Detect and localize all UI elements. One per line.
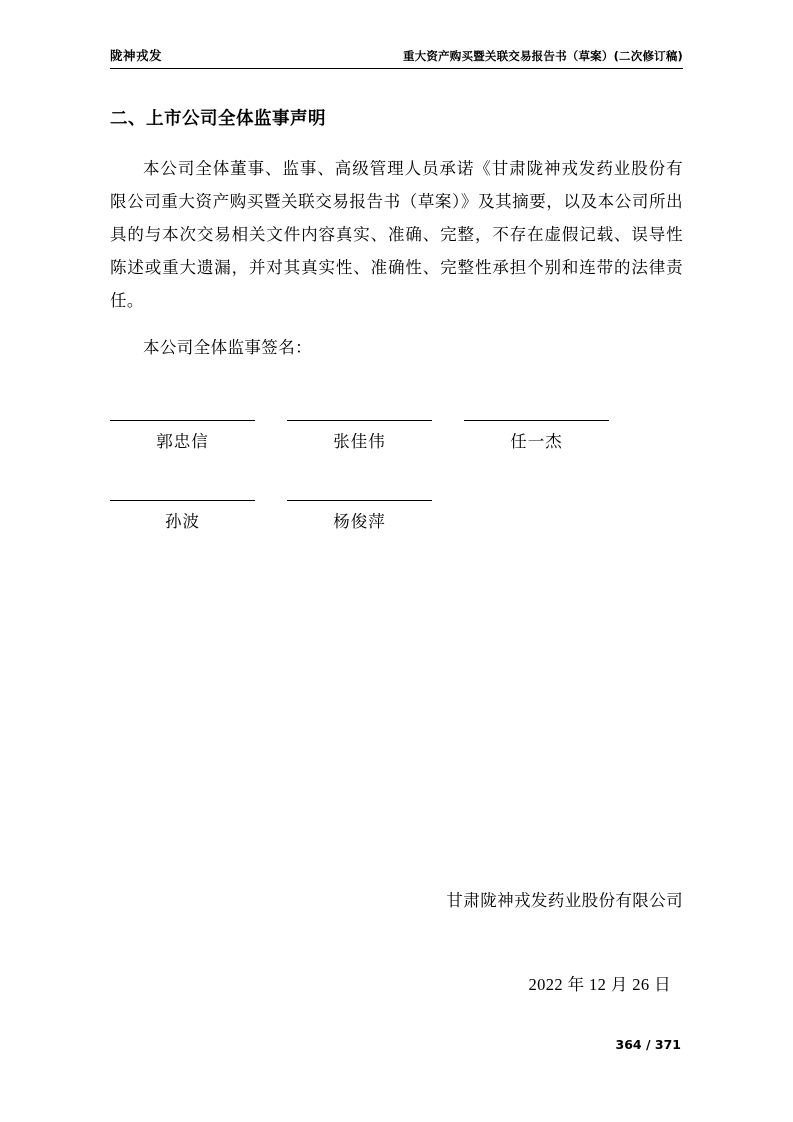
signature-line — [464, 420, 609, 421]
signature-line — [287, 500, 432, 501]
page-number: 364 / 371 — [615, 1037, 681, 1052]
signature-cell — [287, 500, 464, 532]
signature-line — [110, 420, 255, 421]
signature-cell — [464, 420, 641, 452]
signer-name: 杨俊萍 — [333, 512, 386, 531]
footer-date: 2022 年 12 月 26 日 — [528, 975, 671, 994]
signature-line — [287, 420, 432, 421]
signer-name: 任一杰 — [510, 432, 563, 451]
signature-cell-empty — [464, 500, 641, 532]
footer-company-name: 甘肃陇神戎发药业股份有限公司 — [446, 891, 683, 910]
signature-row — [110, 500, 683, 532]
page-header — [110, 46, 683, 69]
signature-line — [110, 500, 255, 501]
signer-name: 郭忠信 — [156, 432, 209, 451]
signature-block — [110, 420, 683, 532]
page-content — [110, 46, 683, 1052]
signature-cell — [287, 420, 464, 452]
header-company-name: 陇神戎发 — [110, 48, 163, 63]
signer-name: 孙波 — [165, 512, 200, 531]
signature-intro-paragraph: 本公司全体监事签名： — [143, 338, 312, 357]
declaration-paragraph: 本公司全体董事、监事、高级管理人员承诺《甘肃陇神戎发药业股份有限公司重大资产购买暨关联交易报告书（草案）》及其摘要，以及本公司所出具的与本次交易相关文件内容真实、准确、完整，不存在虚假记载、误导性陈述或重大遗漏，并对其真实性、准确性、完整性承担个别和连带的法律责任。 — [110, 159, 683, 310]
signer-name: 张佳伟 — [333, 432, 386, 451]
header-document-title: 重大资产购买暨关联交易报告书（草案）(二次修订稿) — [402, 49, 683, 63]
signature-row — [110, 420, 683, 452]
signature-cell — [110, 420, 287, 452]
signature-cell — [110, 500, 287, 532]
section-heading: 二、上市公司全体监事声明 — [110, 109, 326, 129]
